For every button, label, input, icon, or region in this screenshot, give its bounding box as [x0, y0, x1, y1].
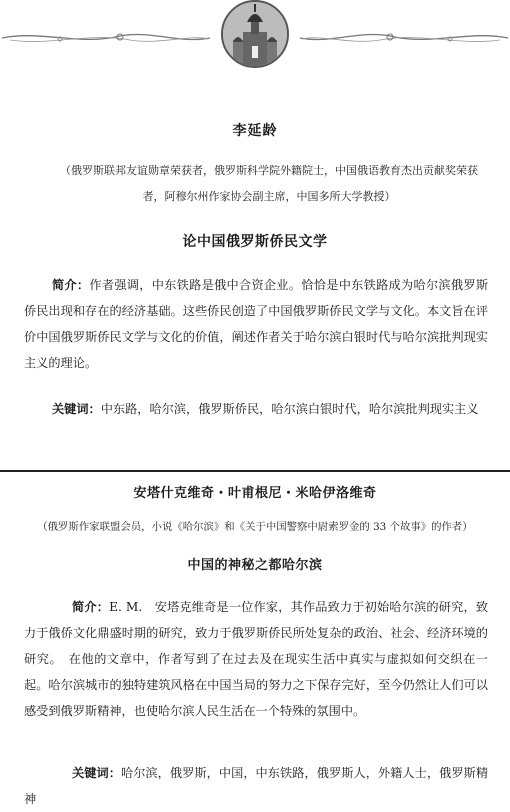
article2-credentials: （俄罗斯作家联盟会员，小说《哈尔滨》和《关于中国警察中尉索罗金的 33 个故事》的作者）	[37, 521, 473, 533]
right-ornament	[298, 28, 510, 48]
article2-keywords	[24, 760, 488, 812]
article1-abstract-text: 作者强调，中东铁路是俄中合资企业。恰恰是中东铁路成为哈尔滨俄罗斯侨民出现和存在的经济基础。这些侨民创造了中国俄罗斯侨民文学与文化。本文旨在评价中国俄罗斯侨民文学与文化的价值，阐述作者关于哈尔滨白银时代与哈尔滨批判现实主义的理论。	[24, 278, 489, 370]
article1-title: 论中国俄罗斯侨民文学	[182, 234, 328, 250]
cathedral-emblem	[221, 0, 289, 68]
section-divider	[0, 470, 510, 472]
article2-abstract-label: 简介：	[72, 600, 110, 614]
article1-author: 李延龄	[232, 123, 278, 139]
page-header	[0, 0, 510, 80]
article2-keywords-text: 哈尔滨，俄罗斯，中国，中东铁路，俄罗斯人，外籍人士，俄罗斯精神	[24, 766, 489, 806]
article2-author: 安塔什克维奇・叶甫根尼・米哈伊洛维奇	[133, 486, 377, 501]
article1-keywords	[24, 396, 488, 422]
article2-abstract-text: E. M. 安塔克维奇是一位作家，其作品致力于初始哈尔滨的研究，致力于俄侨文化鼎盛时期的研究，致力于俄罗斯侨民所处复杂的政治、社会、经济环境的研究。 在他的文章中，作者写到了在过去及在现实生活中真实与虚拟如何交织在一起。哈尔滨城市的独特建筑风格在中国当局的努力之下保存完好，至今仍然让人们可以感受到俄罗斯精神，也使哈尔滨人民生活在一个特殊的氛围中。	[24, 600, 489, 718]
article2-abstract	[24, 594, 488, 724]
article1-abstract	[24, 272, 488, 376]
article1-credentials	[48, 158, 490, 210]
article1-credentials-line2: 者，阿穆尔州作家协会副主席，中国多所大学教授）	[142, 190, 396, 203]
article1-abstract-label: 简介：	[52, 278, 90, 292]
article2-keywords-label: 关键词：	[72, 766, 121, 780]
left-ornament	[0, 28, 212, 48]
article1-credentials-line1: （俄罗斯联邦友谊勋章荣获者，俄罗斯科学院外籍院士，中国俄语教育杰出贡献奖荣获	[60, 164, 478, 177]
article1-keywords-label: 关键词：	[52, 402, 101, 416]
article1-keywords-text: 中东路，哈尔滨，俄罗斯侨民，哈尔滨白银时代，哈尔滨批判现实主义	[100, 402, 479, 416]
article2-title: 中国的神秘之都哈尔滨	[187, 558, 323, 573]
